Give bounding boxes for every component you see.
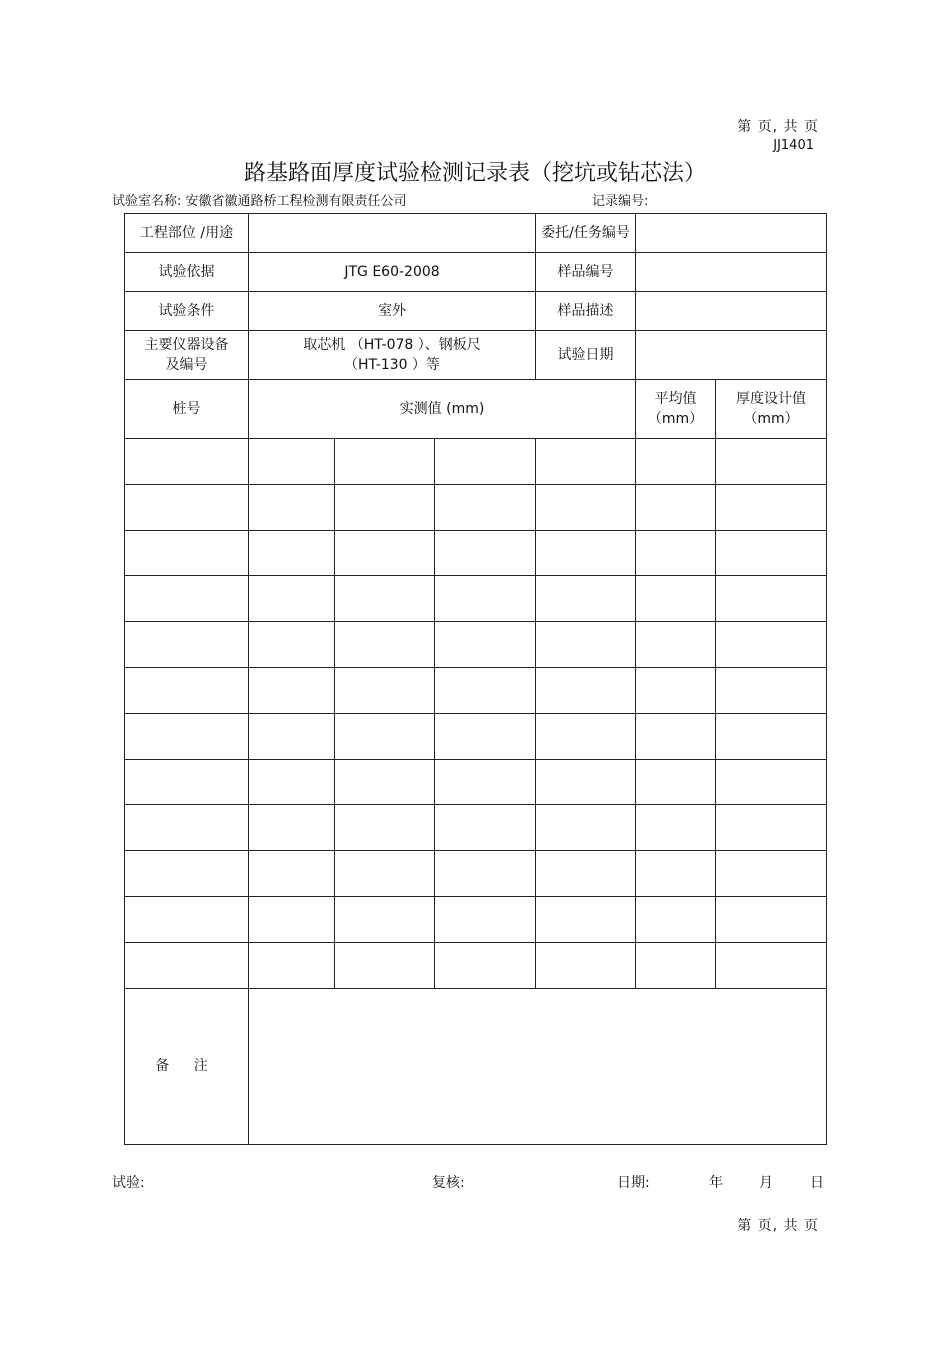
record-number-label: 记录编号: (592, 194, 649, 209)
tester-label: 试验: (112, 1175, 145, 1191)
info-value[interactable]: 取芯机 （HT-078 ）、钢板尺 （HT-130 ）等 (249, 331, 536, 380)
table-cell[interactable] (125, 530, 249, 576)
table-cell[interactable] (335, 942, 435, 988)
lab-name: 试验室名称: 安徽省徽通路桥工程检测有限责任公司 (112, 194, 407, 209)
table-cell[interactable] (435, 805, 536, 851)
table-cell[interactable] (636, 851, 716, 897)
column-header-average: 平均值 （mm） (636, 380, 716, 439)
table-cell[interactable] (335, 759, 435, 805)
table-cell[interactable] (636, 622, 716, 668)
table-cell[interactable] (249, 484, 335, 530)
table-cell[interactable] (536, 439, 636, 485)
table-cell[interactable] (536, 484, 636, 530)
record-table (124, 213, 827, 1145)
table-row (125, 942, 827, 988)
table-cell[interactable] (716, 439, 827, 485)
table-cell[interactable] (716, 896, 827, 942)
table-cell[interactable] (249, 576, 335, 622)
info-label: 试验日期 (536, 331, 636, 380)
table-cell[interactable] (636, 530, 716, 576)
info-label: 工程部位 /用途 (125, 214, 249, 253)
table-cell[interactable] (249, 713, 335, 759)
table-cell[interactable] (536, 713, 636, 759)
table-row (125, 896, 827, 942)
table-cell[interactable] (435, 851, 536, 897)
table-cell[interactable] (125, 667, 249, 713)
table-cell[interactable] (536, 530, 636, 576)
table-cell[interactable] (335, 576, 435, 622)
table-cell[interactable] (636, 484, 716, 530)
remarks-row (125, 988, 827, 1144)
table-cell[interactable] (125, 576, 249, 622)
info-row-conditions (125, 292, 827, 331)
info-value[interactable] (636, 214, 827, 253)
month-label: 月 (759, 1175, 773, 1191)
table-cell[interactable] (435, 576, 536, 622)
table-row (125, 805, 827, 851)
info-label: 主要仪器设备 及编号 (125, 331, 249, 380)
table-row (125, 713, 827, 759)
table-row (125, 439, 827, 485)
table-cell[interactable] (536, 667, 636, 713)
table-cell[interactable] (636, 805, 716, 851)
table-cell[interactable] (335, 622, 435, 668)
table-cell[interactable] (435, 622, 536, 668)
table-cell[interactable] (716, 667, 827, 713)
table-cell[interactable] (716, 759, 827, 805)
column-header-measured: 实测值 (mm) (249, 380, 636, 439)
table-row (125, 667, 827, 713)
table-cell[interactable] (716, 713, 827, 759)
table-cell[interactable] (335, 667, 435, 713)
table-cell[interactable] (249, 622, 335, 668)
table-cell[interactable] (716, 851, 827, 897)
info-value[interactable] (636, 331, 827, 380)
table-cell[interactable] (636, 576, 716, 622)
table-cell[interactable] (249, 667, 335, 713)
table-cell[interactable] (125, 805, 249, 851)
table-cell[interactable] (125, 439, 249, 485)
table-cell[interactable] (249, 942, 335, 988)
info-label: 试验条件 (125, 292, 249, 331)
table-cell[interactable] (435, 484, 536, 530)
table-cell[interactable] (125, 896, 249, 942)
table-cell[interactable] (536, 942, 636, 988)
year-label: 年 (709, 1175, 723, 1191)
info-label: 样品描述 (536, 292, 636, 331)
table-cell[interactable] (435, 439, 536, 485)
table-cell[interactable] (536, 896, 636, 942)
table-cell[interactable] (536, 622, 636, 668)
table-cell[interactable] (249, 851, 335, 897)
info-label: 委托/任务编号 (536, 214, 636, 253)
table-cell[interactable] (335, 439, 435, 485)
table-cell[interactable] (636, 667, 716, 713)
page-number-top: 第 页, 共 页 (737, 119, 819, 135)
table-row (125, 759, 827, 805)
table-cell[interactable] (435, 667, 536, 713)
table-cell[interactable] (125, 942, 249, 988)
info-value[interactable] (636, 253, 827, 292)
table-cell[interactable] (536, 805, 636, 851)
table-cell[interactable] (716, 484, 827, 530)
date-label: 日期: (617, 1175, 650, 1191)
table-cell[interactable] (249, 805, 335, 851)
table-cell[interactable] (536, 851, 636, 897)
info-value[interactable]: JTG E60-2008 (249, 253, 536, 292)
table-row (125, 484, 827, 530)
table-cell[interactable] (125, 622, 249, 668)
info-value[interactable]: 室外 (249, 292, 536, 331)
info-row-basis (125, 253, 827, 292)
info-value[interactable] (249, 214, 536, 253)
table-cell[interactable] (125, 851, 249, 897)
column-header-station: 桩号 (125, 380, 249, 439)
table-cell[interactable] (636, 713, 716, 759)
table-cell[interactable] (435, 530, 536, 576)
day-label: 日 (810, 1175, 824, 1191)
table-cell[interactable] (335, 713, 435, 759)
table-cell[interactable] (716, 942, 827, 988)
table-cell[interactable] (249, 530, 335, 576)
table-cell[interactable] (435, 896, 536, 942)
table-cell[interactable] (125, 713, 249, 759)
table-cell[interactable] (716, 530, 827, 576)
remarks-field[interactable] (249, 988, 827, 1144)
table-cell[interactable] (335, 851, 435, 897)
table-cell[interactable] (249, 896, 335, 942)
table-cell[interactable] (716, 805, 827, 851)
table-cell[interactable] (335, 896, 435, 942)
table-cell[interactable] (716, 622, 827, 668)
table-row (125, 576, 827, 622)
table-cell[interactable] (335, 484, 435, 530)
page-title: 路基路面厚度试验检测记录表（挖坑或钻芯法） (243, 161, 706, 186)
info-row-equipment (125, 331, 827, 380)
info-value[interactable] (636, 292, 827, 331)
table-row (125, 622, 827, 668)
table-cell[interactable] (125, 759, 249, 805)
table-cell[interactable] (636, 942, 716, 988)
column-header-row (125, 380, 827, 439)
table-cell[interactable] (636, 896, 716, 942)
table-cell[interactable] (536, 759, 636, 805)
table-cell[interactable] (636, 759, 716, 805)
table-cell[interactable] (536, 576, 636, 622)
form-code: JJ1401 (773, 138, 814, 153)
table-cell[interactable] (125, 484, 249, 530)
table-cell[interactable] (636, 439, 716, 485)
info-row-location (125, 214, 827, 253)
table-row (125, 851, 827, 897)
table-cell[interactable] (335, 530, 435, 576)
table-cell[interactable] (335, 805, 435, 851)
remarks-label: 备 注 (125, 988, 249, 1144)
table-row (125, 530, 827, 576)
table-cell[interactable] (435, 759, 536, 805)
table-cell[interactable] (435, 942, 536, 988)
table-cell[interactable] (435, 713, 536, 759)
table-cell[interactable] (249, 759, 335, 805)
column-header-design: 厚度设计值 （mm） (716, 380, 827, 439)
reviewer-label: 复核: (432, 1175, 465, 1191)
table-cell[interactable] (249, 439, 335, 485)
info-label: 试验依据 (125, 253, 249, 292)
info-label: 样品编号 (536, 253, 636, 292)
table-cell[interactable] (716, 576, 827, 622)
page-number-bottom: 第 页, 共 页 (737, 1218, 819, 1234)
